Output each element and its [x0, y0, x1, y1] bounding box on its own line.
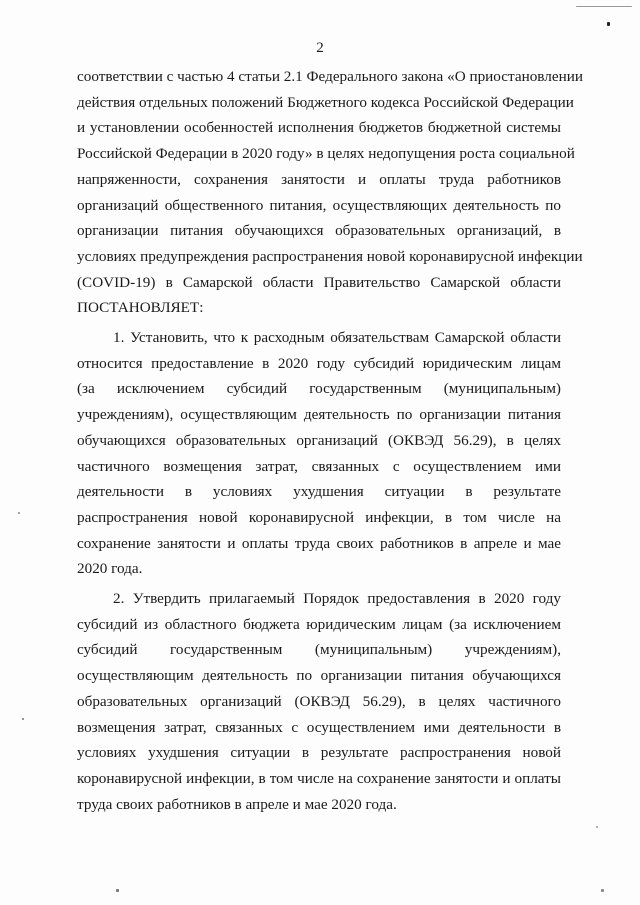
text-line: коронавирусной инфекции, в том числе на сохранение занятости и оплаты — [77, 769, 561, 787]
text-line: образовательных организаций (ОКВЭД 56.29), в целях частичного — [77, 692, 561, 710]
text-line: организаций общественного питания, осуществляющих деятельность по — [77, 196, 561, 214]
scan-artifact-dot — [116, 889, 119, 892]
resolution-keyword: ПОСТАНОВЛЯЕТ: — [77, 299, 204, 317]
text-line: условиях предупреждения распространения новой коронавирусной инфекции — [77, 247, 583, 265]
text-line: 1. Установить, что к расходным обязательствам Самарской области — [113, 329, 561, 347]
text-line: 2. Утвердить прилагаемый Порядок предоставления в 2020 году — [113, 590, 561, 608]
text-line: 2020 года. — [77, 560, 143, 578]
scan-artifact-line — [576, 6, 632, 7]
scan-artifact-dot — [596, 826, 598, 828]
document-body — [77, 64, 583, 817]
text-line: учреждениям), осуществляющим деятельность по организации питания — [77, 406, 561, 424]
clause-2-paragraph — [77, 586, 561, 817]
text-line: действия отдельных положений Бюджетного кодекса Российской Федерации — [77, 93, 574, 111]
text-line: распространения новой коронавирусной инфекции, в том числе на — [77, 508, 561, 526]
text-line: (COVID-19) в Самарской области Правительство Самарской области — [77, 273, 561, 291]
text-line: труда своих работников в апреле и мае 2020 года. — [77, 795, 397, 813]
page-number: 2 — [316, 40, 324, 56]
text-line: сохранение занятости и оплаты труда своих работников в апреле и мае — [77, 534, 561, 552]
text-line: и установлении особенностей исполнения бюджетов бюджетной системы — [77, 119, 561, 137]
text-line: субсидий государственным (муниципальным) учреждениям), — [77, 641, 561, 659]
scan-artifact-dot — [18, 512, 20, 514]
scan-artifact-dot — [607, 22, 610, 26]
text-line: организации питания обучающихся образовательных организаций, в — [77, 222, 561, 240]
text-line: напряженности, сохранения занятости и оплаты труда работников — [77, 170, 561, 188]
scan-artifact-dot — [22, 718, 24, 720]
text-line: частичного возмещения затрат, связанных с осуществлением ими — [77, 457, 561, 475]
text-line: соответствии с частью 4 статьи 2.1 Федерального закона «О приостановлении — [77, 68, 583, 85]
text-line: относится предоставление в 2020 году субсидий юридическим лицам — [77, 354, 561, 372]
text-line: возмещения затрат, связанных с осуществлением ими деятельности в — [77, 718, 561, 736]
clause-1-paragraph — [77, 325, 561, 582]
text-line: условиях ухудшения ситуации в результате распространения новой — [77, 744, 561, 762]
text-line: субсидий из областного бюджета юридическим лицам (за исключением — [77, 615, 561, 633]
intro-paragraph — [77, 64, 583, 321]
text-line: (за исключением субсидий государственным (муниципальным) — [77, 380, 561, 398]
text-line: осуществляющим деятельность по организации питания обучающихся — [77, 667, 561, 685]
text-line: обучающихся образовательных организаций (ОКВЭД 56.29), в целях — [77, 431, 561, 449]
text-line: Российской Федерации в 2020 году» в целях недопущения роста социальной — [77, 145, 575, 163]
scan-artifact-dot — [601, 889, 604, 892]
text-line: деятельности в условиях ухудшения ситуации в результате — [77, 483, 561, 501]
